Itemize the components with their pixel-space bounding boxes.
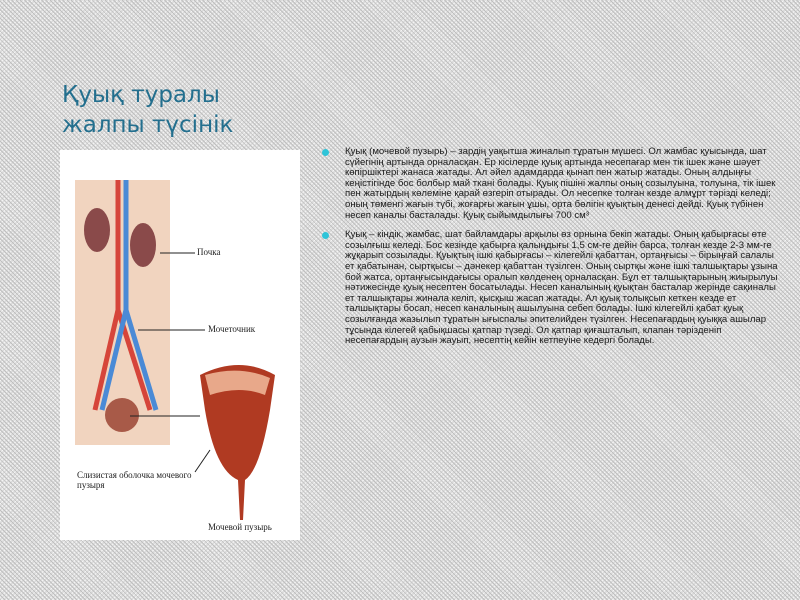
right-kidney bbox=[130, 223, 156, 267]
title-line-2: жалпы түсінік bbox=[62, 112, 234, 138]
label-bladder: Мочевой пузырь bbox=[208, 522, 272, 532]
bullet-paragraph-2 bbox=[320, 230, 785, 347]
bullet-icon bbox=[322, 149, 329, 156]
label-ureter: Мочеточник bbox=[208, 324, 256, 334]
small-bladder bbox=[105, 398, 139, 432]
slide-title bbox=[62, 80, 233, 140]
label-kidney: Почка bbox=[197, 247, 221, 257]
paragraph-text: Қуық – кіндік, жамбас, шат байламдары арқылы өз орнына бекіп жатады. Оның қабырғасы өте созылғыш келеді. Бос кезінде қабырға қалыңдығы 1,5 см-ге дейін барса, толған кезде 2-3 мм-ге жұқарып созылады. Қуықтың ішкі қабырғасы – кілегейлі қабаттан, ортаңғысы – бірыңғай салалы ет қабатынан, сыртқысы – дәнекер қабаттан түзілген. Оның сыртқы және ішкі талшықтары ұзына бой жатса, ортаңғысындағысы оралып көлденең орналасқан. Бұл ет талшықтарының жиырылуы нәтижесінде қуық несептен босатылады. Несеп каналының қуықтан басталар жерінде сақиналы ет талшықтары жинала келіп, қысқыш жасап жатады. Ал қуық толықсып кеткен кезде ет талшықтары босап, несеп каналының ашылуына себеп болады. Ішкі кілегейлі қабат қуық созылғанда жазылып тұратын ығыспалы эпителийден түзілген. Несепағардың қуыққа ашылар тұсында кілегей қабықшасы қатпар түзеді. Ол қатпар қиғашталып, клапан тәрізденіп несепағардың аузын жауып, несептің кейін кетпеуіне кедергі болады. bbox=[345, 229, 778, 347]
paragraph-text: Қуық (мочевой пузырь) – зардің уақытша жиналып тұратын мүшесі. Ол жамбас қуысында, шат сүйегінің артында орналасқан. Ер кісілерде қуық артында несепағар мен тік ішек және шәует көпіршіктері жанаса жатады. Ал әйел адамдарда қынап пен жатыр жатады. Оның алдыңғы кеңістігінде бос болбыр май ткані болады. Қуық пішіні жалпы оның созылуына, толуына, тік ішек пен жатырдың көлеміне қарай өзгеріп отырады. Ол несепке толған кезде алмұрт тәрізді келеді; оның төменгі жағын түбі, жоғарғы жағын ұшы, орта бөлігін қуықтың денесі дейді. Қуық түбінен несеп каналы басталады. Қуық сыйымдылығы 700 см³ bbox=[345, 146, 776, 221]
bullet-paragraph-1 bbox=[320, 147, 785, 221]
slide-body-text bbox=[320, 147, 785, 356]
title-line-1: Қуық туралы bbox=[62, 82, 220, 108]
label-mucosa: Слизистая оболочка мочевого пузыря bbox=[77, 470, 192, 490]
mucosa-leader-line bbox=[195, 450, 210, 472]
left-kidney bbox=[84, 208, 110, 252]
urinary-system-illustration bbox=[60, 150, 300, 540]
bullet-icon bbox=[322, 232, 329, 239]
